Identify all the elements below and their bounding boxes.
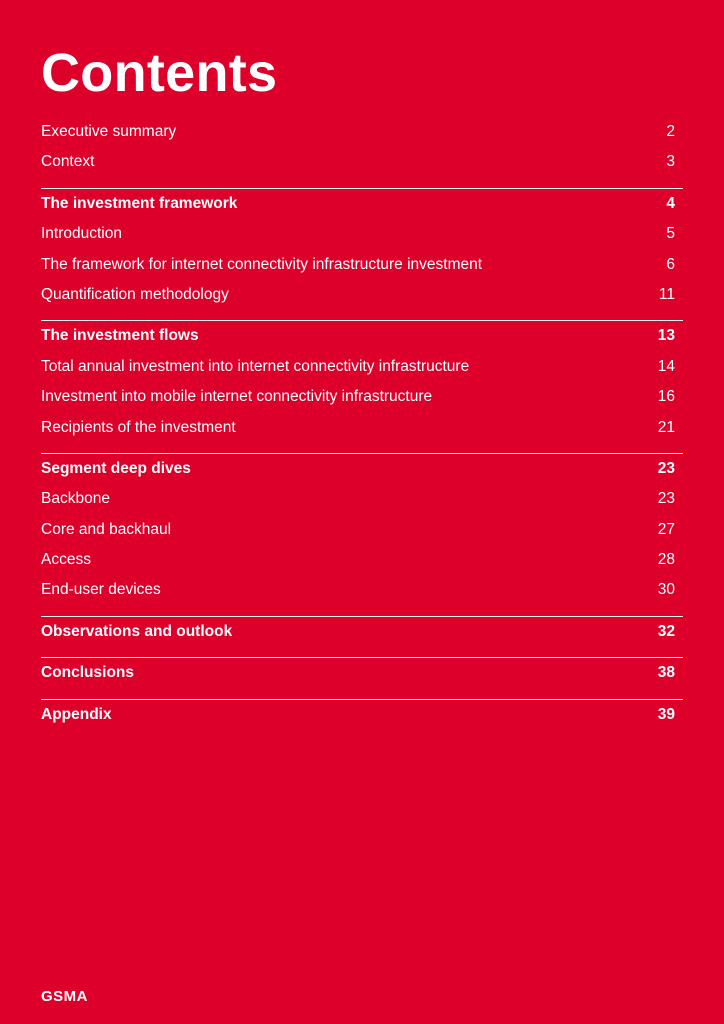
toc-section-investment-flows xyxy=(41,320,683,443)
toc-entry-page: 16 xyxy=(657,388,675,406)
toc-heading-label: Conclusions xyxy=(41,664,135,682)
toc-entry-page: 2 xyxy=(666,123,675,140)
toc-section-investment-framework xyxy=(41,188,683,311)
toc-entry-total-annual-investment[interactable] xyxy=(41,352,683,382)
toc-entry-page: 28 xyxy=(657,551,675,569)
toc-entry-page: 5 xyxy=(666,225,675,243)
toc-section-observations xyxy=(41,616,683,647)
toc-heading-label: Observations and outlook xyxy=(41,622,233,640)
toc-entry-context[interactable] xyxy=(41,147,683,177)
toc-section-segment-deep-dives xyxy=(41,453,683,606)
toc-heading-page: 32 xyxy=(657,622,675,640)
toc-entry-core-and-backhaul[interactable] xyxy=(41,515,683,545)
toc-entry-label: Total annual investment into internet connectivity infrastructure xyxy=(41,357,470,375)
page-title: Contents xyxy=(41,43,278,103)
toc-entry-label: Recipients of the investment xyxy=(41,418,236,436)
toc-section-front xyxy=(41,117,683,178)
toc-entry-label: Quantification methodology xyxy=(41,285,229,303)
toc-entry-page: 27 xyxy=(657,520,675,538)
toc-heading-observations[interactable] xyxy=(41,617,683,647)
toc-section-appendix xyxy=(41,699,683,730)
toc-heading-page: 23 xyxy=(657,459,675,477)
toc-entry-recipients[interactable] xyxy=(41,413,683,443)
toc-entry-label: End-user devices xyxy=(41,581,161,599)
toc-entry-end-user-devices[interactable] xyxy=(41,575,683,605)
toc-entry-label: Introduction xyxy=(41,225,122,243)
toc-heading-conclusions[interactable] xyxy=(41,658,683,688)
toc-entry-access[interactable] xyxy=(41,545,683,575)
toc-entry-executive-summary[interactable] xyxy=(41,117,683,147)
toc-entry-backbone[interactable] xyxy=(41,484,683,514)
toc-entry-framework[interactable] xyxy=(41,250,683,280)
toc-entry-label: Investment into mobile internet connectivity infrastructure xyxy=(41,388,433,406)
toc-entry-quantification-methodology[interactable] xyxy=(41,280,683,310)
toc-entry-label: The framework for internet connectivity infrastructure investment xyxy=(41,255,483,273)
toc-heading-page: 4 xyxy=(666,194,675,212)
toc-entry-introduction[interactable] xyxy=(41,219,683,249)
toc-entry-label: Core and backhaul xyxy=(41,520,172,538)
gsma-logo: GSMA xyxy=(41,988,88,1005)
toc-heading-label: The investment flows xyxy=(41,327,199,345)
toc-entry-page: 14 xyxy=(657,357,675,375)
toc-entry-label: Executive summary xyxy=(41,123,177,140)
toc-heading-label: The investment framework xyxy=(41,194,238,212)
toc-heading-label: Segment deep dives xyxy=(41,459,191,477)
toc-heading-page: 38 xyxy=(657,664,675,682)
toc-section-conclusions xyxy=(41,657,683,688)
toc-entry-page: 21 xyxy=(657,418,675,436)
toc-heading-page: 13 xyxy=(657,327,675,345)
toc-heading-segment-deep-dives[interactable] xyxy=(41,454,683,484)
toc-entry-page: 3 xyxy=(666,153,675,171)
toc-entry-page: 23 xyxy=(657,490,675,508)
toc-entry-label: Access xyxy=(41,551,91,569)
toc-heading-investment-framework[interactable] xyxy=(41,189,683,219)
toc-entry-page: 6 xyxy=(666,255,675,273)
toc-entry-page: 30 xyxy=(657,581,675,599)
toc-entry-mobile-investment[interactable] xyxy=(41,382,683,412)
toc-entry-label: Context xyxy=(41,153,95,171)
toc-entry-label: Backbone xyxy=(41,490,110,508)
toc-heading-appendix[interactable] xyxy=(41,700,683,730)
toc-heading-label: Appendix xyxy=(41,705,112,723)
table-of-contents xyxy=(41,117,683,730)
toc-heading-page: 39 xyxy=(657,705,675,723)
toc-heading-investment-flows[interactable] xyxy=(41,321,683,351)
toc-entry-page: 11 xyxy=(658,285,675,303)
